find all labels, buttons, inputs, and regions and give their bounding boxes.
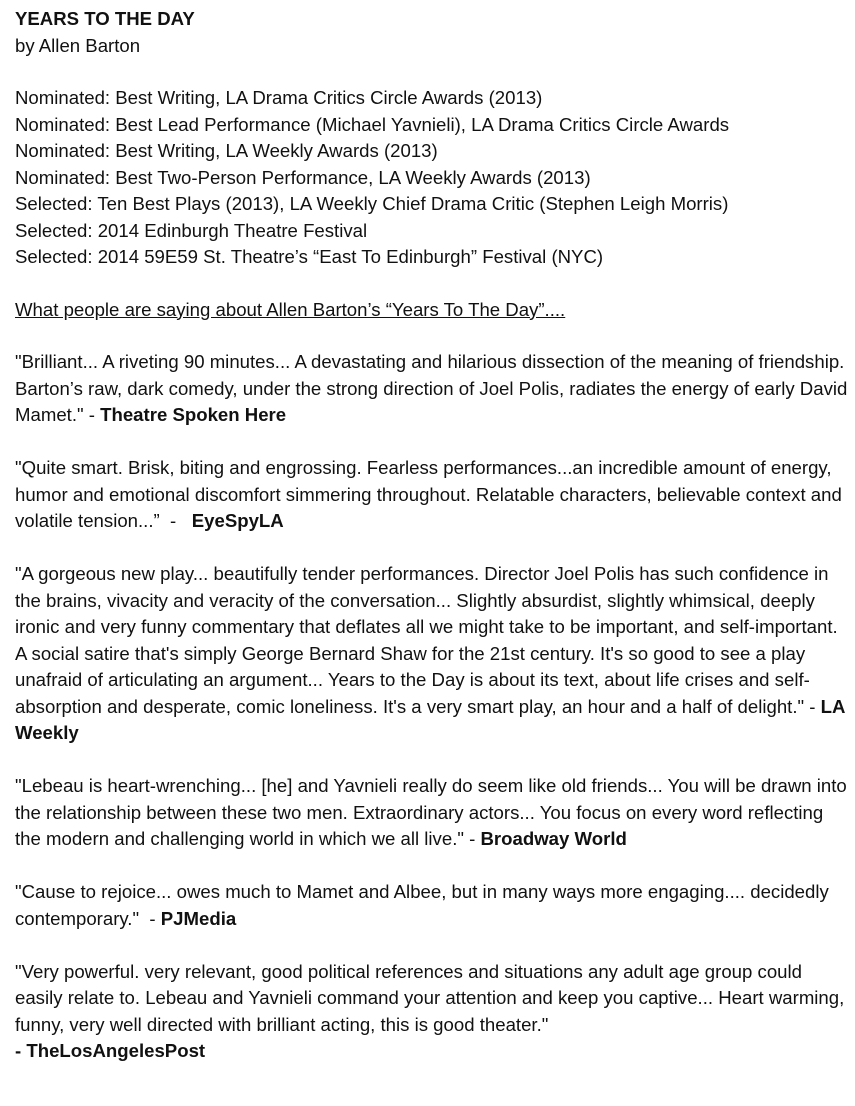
review-quote (15, 455, 850, 535)
review-separator: - (83, 404, 101, 425)
review-text: "A gorgeous new play... beautifully tender performances. Director Joel Polis has such confidence in the brains, vivacity and veracity of the conversation... Slightly absurdist, slightly whimsical, deeply ironic and very funny commentary that deflates all we might take to be important, and self-important. A social satire that's simply George Bernard Shaw for the 21st century. It's so good to see a play unafraid of articulating an argument... Years to the Day is about its text, about life crises and self-absorption and desperate, comic loneliness. It's a very smart play, an hour and a half of delight." (15, 563, 838, 717)
reviews-list (15, 349, 850, 1065)
review-source: LA Weekly (15, 695, 845, 743)
honor-item: Nominated: Best Two-Person Performance, LA Weekly Awards (2013) (15, 166, 591, 188)
review-source: EyeSpyLA (191, 510, 284, 531)
honor-item: Nominated: Best Lead Performance (Michael Yavnieli), LA Drama Critics Circle Awards (15, 113, 730, 135)
honor-item: Nominated: Best Writing, LA Drama Critics Circle Awards (2013) (15, 87, 543, 108)
honor-item: Selected: Ten Best Plays (2013), LA Weekly Chief Drama Critic (Stephen Leigh Morris) (15, 193, 729, 214)
review-quote (15, 561, 850, 747)
spacer (15, 59, 850, 85)
honor-item: Nominated: Best Writing, LA Weekly Awards (2013) (15, 140, 438, 161)
review-separator: - (159, 510, 192, 531)
review-separator: - (804, 695, 821, 717)
author-byline: by Allen Barton (15, 34, 141, 56)
honor-item: Selected: 2014 Edinburgh Theatre Festival (15, 219, 368, 241)
review-quote (15, 773, 850, 853)
review-separator: - (463, 828, 481, 849)
document-body (15, 6, 850, 1065)
reviews-heading: What people are saying about Allen Barton’s “Years To The Day”.... (15, 298, 566, 320)
review-quote (15, 959, 850, 1065)
review-text: "Very powerful. very relevant, good political references and situations any adult age group could easily relate to. Lebeau and Yavnieli command your attention and keep you captive... Heart warming, funny, very well directed with brilliant acting, this is good theater." (15, 960, 845, 1035)
review-text: "Lebeau is heart-wrenching... [he] and Yavnieli really do seem like old friends... You will be drawn into the relationship between these two men. Extraordinary actors... You focus on every word reflecting the modern and challenging world in which we all live." (15, 775, 847, 849)
play-title: YEARS TO THE DAY (15, 8, 195, 29)
spacer (15, 271, 850, 297)
review-source: PJMedia (160, 907, 237, 929)
review-source: Theatre Spoken Here (100, 404, 287, 425)
review-separator: - (139, 907, 161, 929)
review-quote (15, 349, 850, 429)
review-text: "Cause to rejoice... owes much to Mamet and Albee, but in many ways more engaging.... decidedly contemporary." (15, 881, 834, 929)
review-source: Broadway World (480, 828, 627, 849)
review-text: "Quite smart. Brisk, biting and engrossing. Fearless performances...an incredible amount of energy, humor and emotional discomfort simmering throughout. Relatable characters, believable context and volatile tension...” (15, 457, 848, 531)
review-quote (15, 879, 850, 932)
review-text: "Brilliant... A riveting 90 minutes... A devastating and hilarious dissection of the meaning of friendship. Barton’s raw, dark comedy, under the strong direction of Joel Polis, radiates the energy of early David Mamet." (15, 351, 848, 425)
review-source: - TheLosAngelesPost (15, 1040, 206, 1061)
honor-item: Selected: 2014 59E59 St. Theatre’s “East To Edinburgh” Festival (NYC) (15, 246, 604, 267)
honors-list (15, 85, 850, 271)
